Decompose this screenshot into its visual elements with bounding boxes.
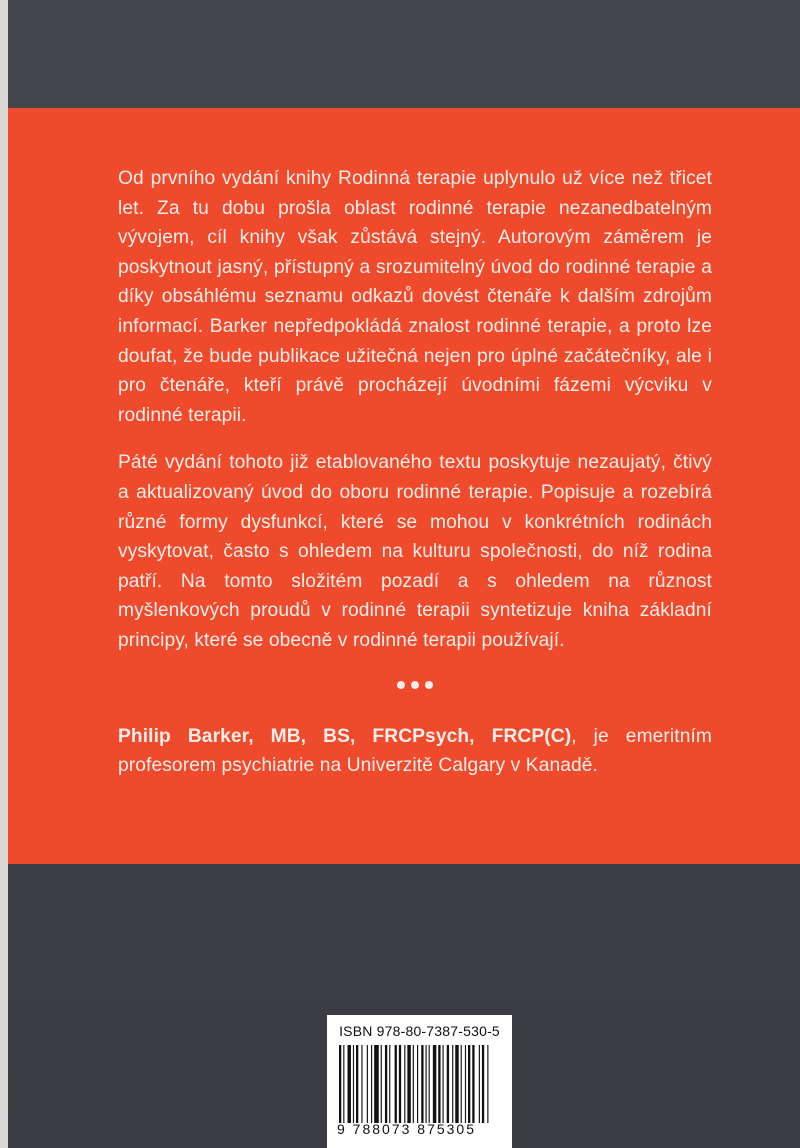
barcode-bar xyxy=(479,1045,480,1123)
barcode-area xyxy=(327,1015,512,1148)
barcode-bar xyxy=(482,1045,484,1123)
barcode-bar xyxy=(367,1045,368,1123)
barcode-bar xyxy=(447,1045,449,1123)
description-paragraph-1: Od prvního vydání knihy Rodinná terapie uplynulo už více než třicet let. Za tu dobu prošla oblast rodinné terapie nezanedbatelným vývojem, cíl knihy však zůstává stejný. Autorovým záměrem je poskytnout jasný, přístupný a srozumitelný úvod do rodinné terapie a díky obsáhlému seznamu odkazů dovést čtenáře k dalším zdrojům informací. Barker nepředpokládá znalost rodinné terapie, a proto lze doufat, že bude publikace užitečná nejen pro úplné začátečníky, ale i pro čtenáře, kteří právě procházejí úvodními fázemi výcviku v rodinné terapii. xyxy=(118,168,712,426)
barcode-bar xyxy=(429,1045,430,1123)
separator-dots xyxy=(118,672,712,702)
barcode-bar xyxy=(455,1045,458,1123)
barcode-bar xyxy=(452,1045,453,1123)
barcode-bar xyxy=(399,1045,401,1123)
barcode-bar xyxy=(361,1045,362,1123)
barcode-bar xyxy=(417,1045,418,1123)
author-bio xyxy=(118,722,712,781)
barcode-bar xyxy=(433,1045,436,1123)
barcode-bar xyxy=(371,1045,372,1123)
barcode-icon xyxy=(335,1045,504,1123)
barcode-bar xyxy=(395,1045,397,1123)
barcode-bar xyxy=(356,1045,358,1123)
description-panel xyxy=(8,108,800,864)
barcode-bar xyxy=(487,1045,488,1123)
barcode-digits: 9 788073 875305 xyxy=(337,1121,476,1137)
dot-icon xyxy=(425,681,433,689)
barcode-bar xyxy=(413,1045,414,1123)
barcode-bar xyxy=(353,1045,354,1123)
barcode-bar xyxy=(348,1045,351,1123)
author-name: Philip Barker, MB, BS, FRCPsych, FRCP(C) xyxy=(118,725,572,747)
barcode-bar xyxy=(381,1045,382,1123)
barcode-bar xyxy=(343,1045,344,1123)
barcode-bar xyxy=(443,1045,444,1123)
barcode-bar xyxy=(407,1045,410,1123)
barcode-bar xyxy=(426,1045,427,1123)
barcode-bar xyxy=(385,1045,387,1123)
isbn-label: ISBN 978-80-7387-530-5 xyxy=(339,1023,500,1039)
barcode-bar xyxy=(374,1045,379,1123)
dot-icon xyxy=(411,681,419,689)
barcode-bar xyxy=(461,1045,462,1123)
barcode-bar xyxy=(339,1045,341,1123)
barcode-bar xyxy=(421,1045,423,1123)
barcode-bar xyxy=(472,1045,474,1123)
description-paragraph-2: Páté vydání tohoto již etablovaného textu poskytuje nezaujatý, čtivý a aktualizovaný úvod do oboru rodinné terapie. Popisuje a rozebírá různé formy dysfunkcí, které se mohou v konkrétních rodinách vyskytovat, často s ohledem na kulturu společnosti, do níž rodina patří. Na tomto složitém pozadí a s ohledem na různost myšlenkových proudů v rodinné terapii syntetizuje kniha základní principy, které se obecně v rodinné terapii používají. xyxy=(118,452,712,651)
barcode-bar xyxy=(468,1045,470,1123)
barcode-bar xyxy=(404,1045,405,1123)
barcode-bar xyxy=(465,1045,466,1123)
barcode-bar xyxy=(389,1045,390,1123)
author-description: , je emeritním profesorem psychiatrie na Univerzitě Calgary v Kanadě. xyxy=(118,725,712,777)
barcode-bar xyxy=(438,1045,440,1123)
dot-icon xyxy=(397,681,405,689)
